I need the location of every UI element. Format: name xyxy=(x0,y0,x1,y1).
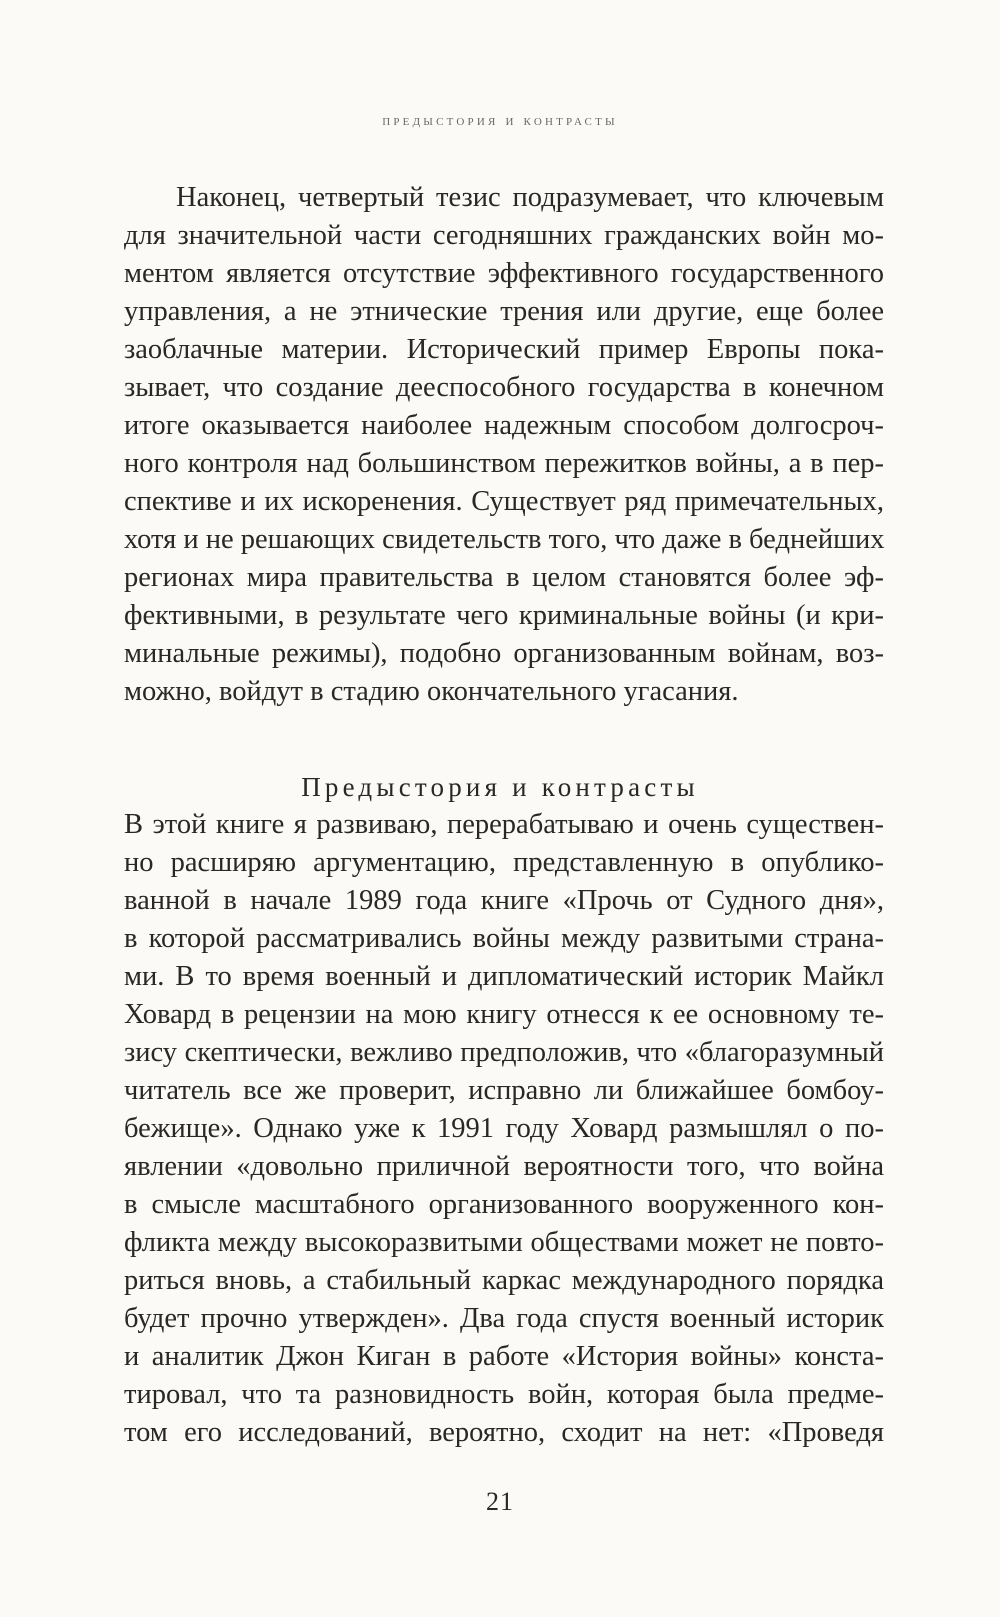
text-line: ми. В то время военный и дипломатический историк Майкл xyxy=(124,961,884,992)
text-line: зису скептически, вежливо предположив, что «благоразумный xyxy=(124,1037,884,1068)
text-line: В этой книге я развиваю, перерабатываю и очень существен- xyxy=(124,809,884,840)
text-line: ного контроля над большинством пережитков войны, а в пер- xyxy=(124,448,884,479)
text-line: том его исследований, вероятно, сходит на нет: «Проведя xyxy=(124,1417,884,1448)
text-line: явлении «довольно приличной вероятности того, что война xyxy=(124,1151,884,1182)
text-line: заоблачные материи. Исторический пример Европы пока- xyxy=(124,334,884,365)
text-line: Наконец, четвертый тезис подразумевает, что ключевым xyxy=(176,182,884,213)
text-line: ванной в начале 1989 года книге «Прочь от Судного дня», xyxy=(124,885,884,916)
text-line: хотя и не решающих свидетельств того, что даже в беднейших xyxy=(124,524,885,555)
paragraph-1 xyxy=(124,179,884,711)
text-line: тировал, что та разновидность войн, которая была предме- xyxy=(124,1379,884,1410)
text-line: для значительной части сегодняшних гражданских войн мо- xyxy=(124,220,884,251)
text-line: и аналитик Джон Киган в работе «История войны» конста- xyxy=(124,1341,884,1372)
page-number: 21 xyxy=(486,1487,514,1516)
text-line: фективными, в результате чего криминальные войны (и кри- xyxy=(124,600,884,631)
text-line: будет прочно утвержден». Два года спустя военный историк xyxy=(124,1303,884,1334)
text-line: ментом является отсутствие эффективного государственного xyxy=(124,258,884,289)
text-line: фликта между высокоразвитыми обществами может не повто- xyxy=(124,1227,884,1258)
text-line: в которой рассматривались войны между развитыми страна- xyxy=(124,923,884,954)
text-line: управления, а не этнические трения или другие, еще более xyxy=(124,296,884,327)
text-line: риться вновь, а стабильный каркас международного порядка xyxy=(124,1265,884,1296)
text-line: минальные режимы), подобно организованным войнам, воз- xyxy=(124,638,884,669)
section-heading: Предыстория и контрасты xyxy=(301,772,699,802)
text-line: зывает, что создание дееспособного государства в конечном xyxy=(124,372,884,403)
text-line: бежище». Однако уже к 1991 году Ховард размышлял о по- xyxy=(124,1113,884,1144)
running-head: предыстория и контрасты xyxy=(382,113,618,129)
text-line: регионах мира правительства в целом становятся более эф- xyxy=(124,562,884,593)
text-line: итоге оказывается наиболее надежным способом долгосроч- xyxy=(124,410,884,441)
text-line: спективе и их искоренения. Существует ряд примечательных, xyxy=(124,486,884,517)
text-line: можно, войдут в стадию окончательного угасания. xyxy=(124,676,739,707)
paragraph-2 xyxy=(124,806,884,1452)
text-line: но расширяю аргументацию, представленную в опублико- xyxy=(124,847,884,878)
text-line: Ховард в рецензии на мою книгу отнесся к ее основному те- xyxy=(124,999,884,1030)
text-line: читатель все же проверит, исправно ли ближайшее бомбоу- xyxy=(124,1075,884,1106)
text-line: в смысле масштабного организованного вооруженного кон- xyxy=(124,1189,884,1220)
